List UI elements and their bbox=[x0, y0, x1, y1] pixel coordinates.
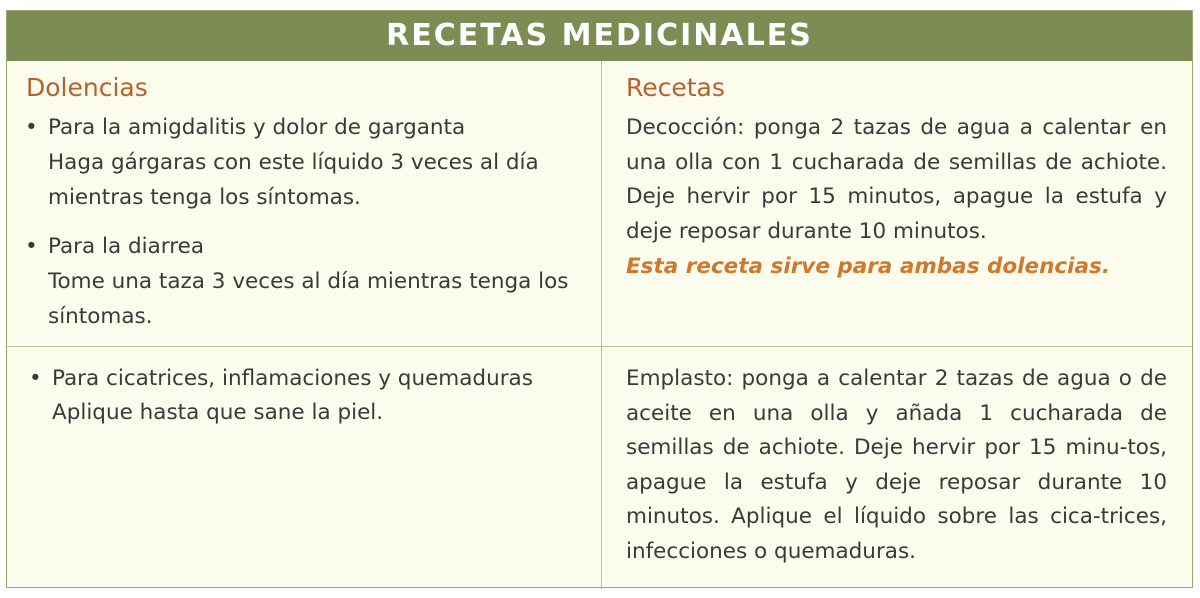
ailment-title: Para cicatrices, inflamaciones y quemaduras bbox=[52, 366, 533, 391]
recipe-text: Decocción: ponga 2 tazas de agua a calentar en una olla con 1 cucharada de semillas de achiote. Deje hervir por 15 minutos, apague la estufa y deje reposar durante 10 minutos. bbox=[626, 115, 1167, 244]
column-divider bbox=[601, 61, 602, 589]
ailment-title: Para la amigdalitis y dolor de garganta bbox=[48, 115, 466, 140]
column-heading-dolencias: Dolencias bbox=[26, 73, 148, 102]
bullet-icon: • bbox=[25, 234, 38, 259]
recipes-table bbox=[6, 10, 1193, 588]
ailment-item bbox=[25, 230, 585, 340]
row-divider bbox=[7, 346, 1192, 347]
ailment-item bbox=[29, 362, 589, 482]
ailment-description: Aplique hasta que sane la piel. bbox=[52, 400, 384, 425]
ailment-description: Tome una taza 3 veces al día mientras tenga los síntomas. bbox=[48, 269, 569, 329]
column-heading-recetas: Recetas bbox=[626, 73, 725, 102]
bullet-icon: • bbox=[25, 115, 38, 140]
recipe-note: Esta receta sirve para ambas dolencias. bbox=[626, 254, 1110, 279]
table-title: RECETAS MEDICINALES bbox=[7, 11, 1192, 61]
recipe-text: Emplasto: ponga a calentar 2 tazas de agua o de aceite en una olla y añada 1 cucharada de semillas de achiote. Deje hervir por 15 minu-tos, apague la estufa y deje reposar durante 10 minutos. Aplique el líquido sobre las cica-trices, infecciones o quemaduras. bbox=[626, 366, 1167, 564]
ailment-description: Haga gárgaras con este líquido 3 veces al día mientras tenga los síntomas. bbox=[48, 150, 539, 210]
bullet-icon: • bbox=[29, 366, 42, 391]
ailment-title: Para la diarrea bbox=[48, 234, 205, 259]
